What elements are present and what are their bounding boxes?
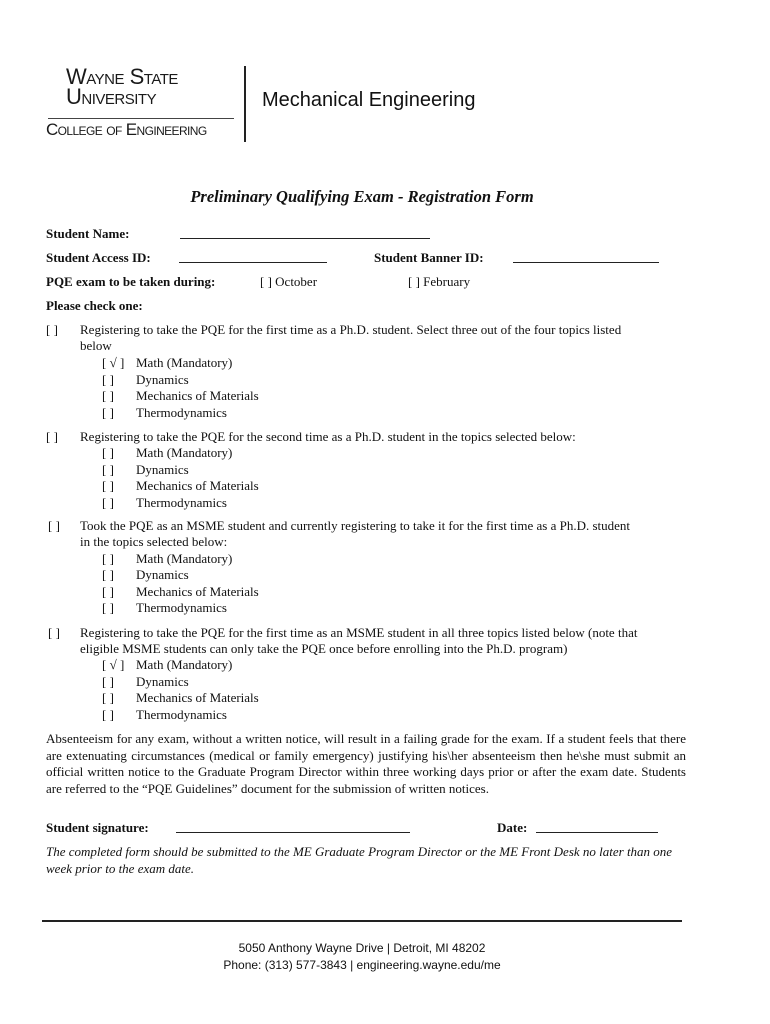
topic-checkbox[interactable]: [ ] — [102, 405, 114, 420]
logo-university: University — [66, 84, 157, 109]
option-october[interactable]: [ ] October — [260, 274, 318, 289]
logo-wayne-state: Wayne State — [66, 64, 178, 89]
topic-label: Dynamics — [136, 462, 189, 477]
absenteeism-policy: Absenteeism for any exam, without a written notice, will result in a failing grade for the exam. If a student feels that there are extenuating circumstances (medical or family emergency) justifying his\her absenteeism then he\she must submit an official written notice to the Graduate Program Director within three working days prior or after the exam date. Students are referred to the “PQE Guidelines” document for the submission of written notices. — [46, 731, 686, 796]
topic-label: Thermodynamics — [136, 707, 227, 722]
topic-label: Mechanics of Materials — [136, 690, 259, 705]
topic-label: Math (Mandatory) — [136, 355, 233, 370]
section-text: eligible MSME students can only take the PQE once before enrolling into the Ph.D. program) — [80, 641, 568, 656]
topic-checkbox[interactable]: [ ] — [102, 584, 114, 599]
topic-label: Dynamics — [136, 674, 189, 689]
topic-checkbox[interactable]: [ ] — [102, 690, 114, 705]
topic-label: Math (Mandatory) — [136, 445, 233, 460]
topic-checkbox[interactable]: [ √ ] — [102, 355, 125, 370]
section-checkbox[interactable]: [ ] — [48, 518, 60, 533]
footer-address: 5050 Anthony Wayne Drive | Detroit, MI 48202 — [238, 941, 486, 955]
topic-label: Thermodynamics — [136, 600, 227, 615]
please-check-label: Please check one: — [46, 298, 143, 313]
topic-checkbox[interactable]: [ ] — [102, 372, 114, 387]
section-text: Registering to take the PQE for the first time as an MSME student in all three topics listed below (note that — [80, 625, 638, 640]
topic-label: Dynamics — [136, 567, 189, 582]
student-name-field[interactable] — [180, 238, 430, 239]
section-text: Took the PQE as an MSME student and currently registering to take it for the first time as a Ph.D. student — [80, 518, 631, 533]
date-field[interactable] — [536, 832, 658, 833]
signature-field[interactable] — [176, 832, 410, 833]
topic-checkbox[interactable]: [ ] — [102, 600, 114, 615]
form-title: Preliminary Qualifying Exam - Registration Form — [190, 187, 534, 206]
topic-checkbox[interactable]: [ ] — [102, 567, 114, 582]
section-text: below — [80, 338, 112, 353]
logo-college: College of Engineering — [46, 120, 207, 139]
topic-label: Mechanics of Materials — [136, 584, 259, 599]
section-text: in the topics selected below: — [80, 534, 228, 549]
section-checkbox[interactable]: [ ] — [48, 625, 60, 640]
pqe-term-label: PQE exam to be taken during: — [46, 274, 216, 289]
topic-label: Math (Mandatory) — [136, 551, 233, 566]
section-checkbox[interactable]: [ ] — [46, 429, 58, 444]
option-february[interactable]: [ ] February — [408, 274, 471, 289]
topic-checkbox[interactable]: [ ] — [102, 551, 114, 566]
student-name-label: Student Name: — [46, 226, 130, 241]
signature-label: Student signature: — [46, 820, 149, 835]
topic-label: Thermodynamics — [136, 405, 227, 420]
access-id-field[interactable] — [179, 262, 327, 263]
topic-checkbox[interactable]: [ √ ] — [102, 657, 125, 672]
footer-divider — [42, 920, 682, 922]
banner-id-field[interactable] — [513, 262, 659, 263]
section-text: Registering to take the PQE for the second time as a Ph.D. student in the topics selected below: — [80, 429, 576, 444]
section-text: Registering to take the PQE for the first time as a Ph.D. student. Select three out of the four topics listed — [80, 322, 622, 337]
topic-label: Math (Mandatory) — [136, 657, 233, 672]
footer-contact: Phone: (313) 577-3843 | engineering.wayne.edu/me — [223, 958, 501, 972]
topic-checkbox[interactable]: [ ] — [102, 707, 114, 722]
topic-checkbox[interactable]: [ ] — [102, 674, 114, 689]
topic-checkbox[interactable]: [ ] — [102, 478, 114, 493]
header-vertical-divider — [244, 66, 246, 142]
topic-checkbox[interactable]: [ ] — [102, 495, 114, 510]
topic-label: Thermodynamics — [136, 495, 227, 510]
topic-label: Dynamics — [136, 372, 189, 387]
date-label: Date: — [497, 820, 528, 835]
banner-id-label: Student Banner ID: — [374, 250, 484, 265]
topic-checkbox[interactable]: [ ] — [102, 388, 114, 403]
section-checkbox[interactable]: [ ] — [46, 322, 58, 337]
access-id-label: Student Access ID: — [46, 250, 151, 265]
submission-note: The completed form should be submitted to the ME Graduate Program Director or the ME Front Desk no later than one week prior to the exam date. — [46, 844, 673, 876]
department-name: Mechanical Engineering — [262, 89, 476, 111]
topic-checkbox[interactable]: [ ] — [102, 445, 114, 460]
topic-label: Mechanics of Materials — [136, 478, 259, 493]
topic-checkbox[interactable]: [ ] — [102, 462, 114, 477]
topic-label: Mechanics of Materials — [136, 388, 259, 403]
logo-divider — [48, 118, 234, 119]
